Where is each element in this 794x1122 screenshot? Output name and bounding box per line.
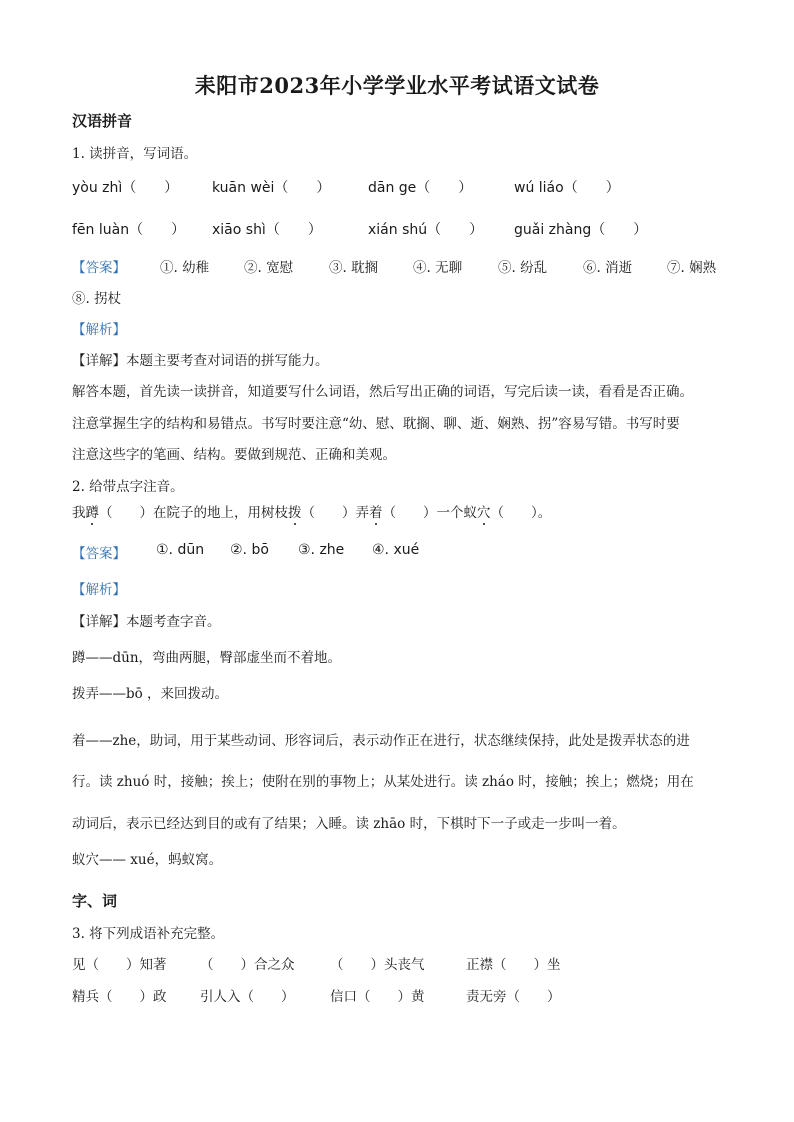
pinyin-item: kuān wèi（ ） <box>212 180 331 196</box>
dotted-char: 着 <box>369 501 383 521</box>
section-heading-words: 字、词 <box>72 892 118 910</box>
pinyin-item: fēn luàn（ ） <box>72 222 186 238</box>
explanation-line: 注意掌握生字的结构和易错点。书写时要注意“幼、慰、耽搁、聊、逝、娴熟、拐”容易写错。书写时要 <box>72 416 680 432</box>
dotted-char: 穴 <box>477 501 491 521</box>
explanation-line: 解答本题，首先读一读拼音，知道要写什么词语，然后写出正确的词语，写完后读一读，看看是否正确。 <box>72 384 693 400</box>
idiom-item: （ ）合之众 <box>200 957 295 973</box>
analysis-tag: 【解析】 <box>72 322 126 338</box>
page-title: 耒阳市2023年小学学业水平考试语文试卷 <box>194 73 600 98</box>
explanation-line: 蹲——dūn，弯曲两腿，臀部虚坐而不着地。 <box>72 650 342 666</box>
pinyin-item: guǎi zhàng（ ） <box>514 222 648 238</box>
explanation-line: 行。读 zhuó 时，接触；挨上；使附在别的事物上；从某处进行。读 zháo 时，接触；挨上；燃烧；用在 <box>72 774 694 790</box>
explanation-line: 着——zhe，助词，用于某些动词、形容词后，表示动作正在进行，状态继续保持，此处是拨弄状态的进 <box>72 733 690 749</box>
answer-item: ③. 耽搁 <box>329 260 379 276</box>
answer-item: ②. bō <box>230 542 269 558</box>
idiom-item: 责无旁（ ） <box>466 989 561 1005</box>
answer-item: ③. zhe <box>298 542 345 558</box>
idiom-item: 精兵（ ）政 <box>72 989 167 1005</box>
explanation-line: 注意这些字的笔画、结构。要做到规范、正确和美观。 <box>72 447 396 463</box>
answer-tag: 【答案】 <box>72 260 126 276</box>
answer-tag: 【答案】 <box>72 546 126 562</box>
answer-item: ①. 幼稚 <box>160 260 210 276</box>
answer-item: ④. 无聊 <box>413 260 463 276</box>
detail-line <box>72 349 329 369</box>
explanation-line: 蚁穴—— xué，蚂蚁窝。 <box>72 852 223 868</box>
detail-line <box>72 610 221 630</box>
question-1-prompt: 1. 读拼音，写词语。 <box>72 146 198 162</box>
answer-item: ②. 宽慰 <box>244 260 294 276</box>
detail-tag: 【详解】 <box>72 614 126 630</box>
answer-item: ⑦. 娴熟 <box>667 260 717 276</box>
pinyin-item: yòu zhì（ ） <box>72 180 179 196</box>
pinyin-item: wú liáo（ ） <box>514 180 620 196</box>
detail-text: 本题考查字音。 <box>126 614 221 630</box>
answer-item: ④. xué <box>372 542 420 558</box>
answer-item: ⑥. 消逝 <box>583 260 633 276</box>
question-3-prompt: 3. 将下列成语补充完整。 <box>72 926 225 942</box>
idiom-item: 信口（ ）黄 <box>330 989 425 1005</box>
answer-item: ①. dūn <box>156 542 205 558</box>
idiom-item: 正襟（ ）坐 <box>466 957 561 973</box>
answer-item: ⑤. 纷乱 <box>498 260 548 276</box>
detail-text: 本题主要考查对词语的拼写能力。 <box>126 353 329 369</box>
dotted-char: 拨 <box>288 501 302 521</box>
section-heading-pinyin: 汉语拼音 <box>72 112 133 130</box>
analysis-tag: 【解析】 <box>72 582 126 598</box>
dotted-char: 蹲 <box>86 501 100 521</box>
pinyin-item: dān ge（ ） <box>368 180 473 196</box>
explanation-line: 拨弄——bō ，来回拨动。 <box>72 686 229 702</box>
idiom-item: 引人入（ ） <box>200 989 295 1005</box>
idiom-item: （ ）头丧气 <box>330 957 425 973</box>
question-2-sentence: 我蹲（ ）在院子的地上，用树枝拨（ ）弄着（ ）一个蚁穴（ ）。 <box>72 501 551 521</box>
pinyin-item: xián shú（ ） <box>368 222 484 238</box>
idiom-item: 见（ ）知著 <box>72 957 167 973</box>
answer-item: ⑧. 拐杖 <box>72 291 122 307</box>
pinyin-item: xiāo shì（ ） <box>212 222 322 238</box>
explanation-line: 动词后，表示已经达到目的或有了结果；入睡。读 zhāo 时，下棋时下一子或走一步叫一着。 <box>72 816 626 832</box>
question-2-prompt: 2. 给带点字注音。 <box>72 479 184 495</box>
detail-tag: 【详解】 <box>72 353 126 369</box>
